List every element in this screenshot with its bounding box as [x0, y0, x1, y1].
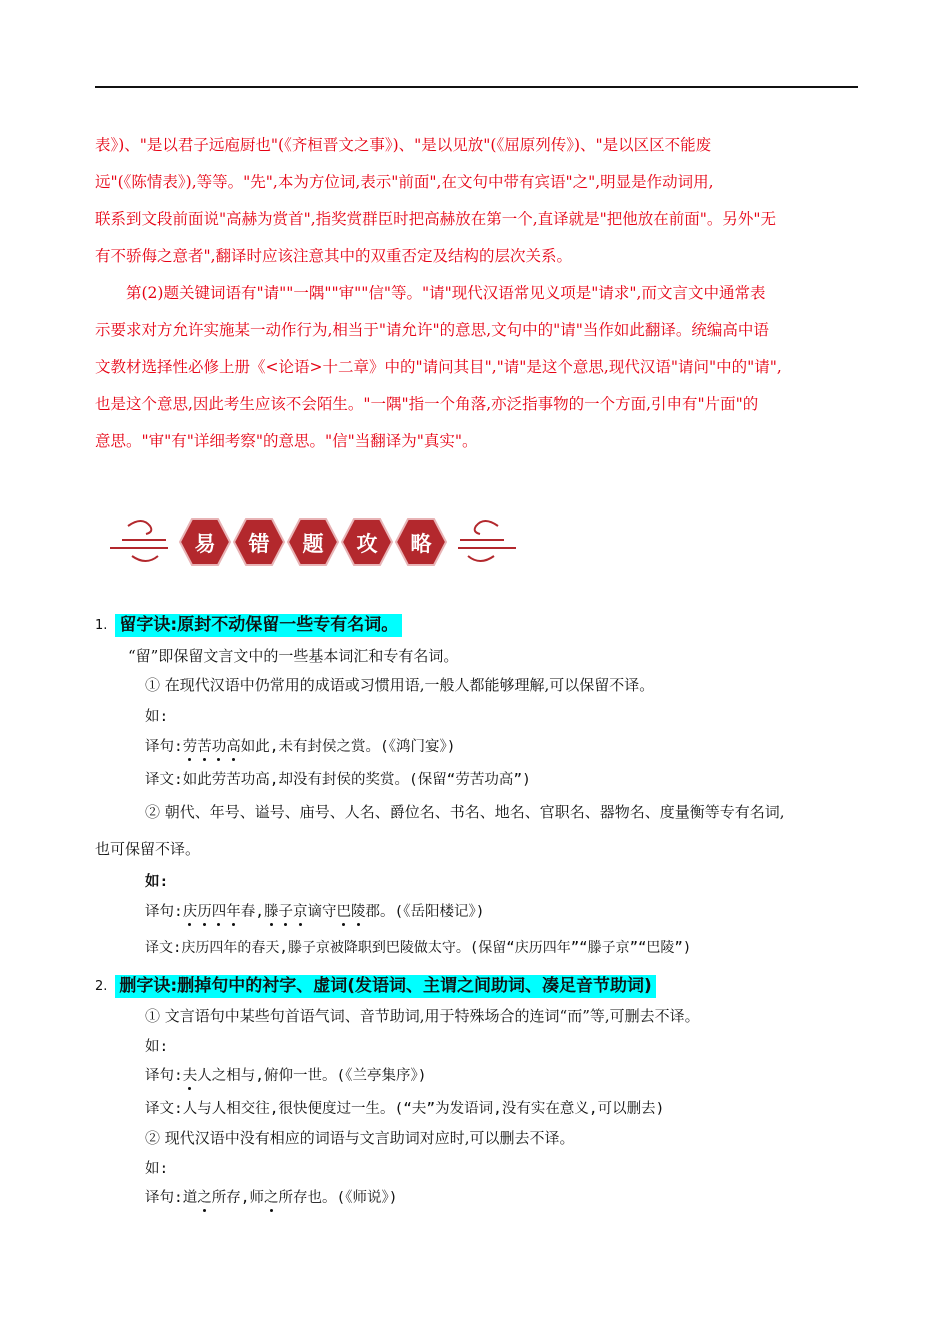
example-label: 如: — [145, 1039, 169, 1055]
example-text: 所存也。(《师说》) — [278, 1190, 398, 1206]
point-1: ① 在现代汉语中仍常用的成语或习惯用语,一般人都能够理解,可以保留不译。 — [145, 676, 655, 694]
section-heading: 留字诀:原封不动保留一些专有名词。 — [115, 614, 402, 637]
example-label: 如: — [145, 1161, 169, 1177]
example-text: 谪守 — [307, 904, 337, 920]
banner-char: 略 — [410, 532, 432, 556]
example-text: 人之相与,俯仰一世。(《兰亭集序》) — [197, 1068, 427, 1084]
explanation-line: 联系到文段前面说"高赫为赏首",指奖赏群臣时把高赫放在第一个,直译就是"把他放在前面"。另外"无 — [95, 210, 777, 228]
header-rule — [95, 86, 858, 88]
example-translation: 译文:人与人相交往,很快便度过一生。(“夫”为发语词,没有实在意义,可以删去) — [145, 1101, 665, 1117]
example-label: 如: — [145, 874, 169, 890]
dotted-char: 四 — [211, 904, 227, 920]
dotted-char: 历 — [197, 904, 212, 920]
example-sentence — [145, 1064, 426, 1085]
answer-explanation — [95, 127, 865, 460]
explanation-line: 远"(《陈情表》),等等。"先",本为方位词,表示"前面",在文句中带有宾语"之",明显是作动词用, — [95, 173, 714, 191]
example-sentence — [145, 735, 455, 756]
dotted-char: 陵 — [350, 904, 366, 920]
dotted-char: 之 — [197, 1190, 212, 1206]
point-1: ① 文言语句中某些句首语气词、音节助词,用于特殊场合的连词“而”等,可删去不译。 — [145, 1007, 700, 1025]
section-number: 2. — [95, 979, 108, 994]
point-2: ② 朝代、年号、谥号、庙号、人名、爵位名、书名、地名、官职名、器物名、度量衡等专有名词, — [145, 803, 785, 821]
point-2-continued: 也可保留不译。 — [95, 840, 201, 858]
example-label: 如: — [145, 709, 169, 725]
section-1-intro: “留”即保留文言文中的一些基本词汇和专有名词。 — [128, 647, 459, 665]
banner-char: 错 — [248, 532, 270, 556]
explanation-line: 意思。"审"有"详细考察"的意思。"信"当翻译为"真实"。 — [95, 432, 478, 450]
example-text: 如此,未有封侯之赏。(《鸿门宴》) — [240, 739, 456, 755]
example-translation: 译文:如此劳苦功高,却没有封侯的奖赏。(保留“劳苦功高”) — [145, 772, 531, 788]
dotted-char: 庆 — [182, 904, 198, 920]
explanation-line: 第(2)题关键词语有"请""一隅""审""信"等。"请"现代汉语常见义项是"请求",而文言文中通常表 — [126, 284, 766, 302]
point-2: ② 现代汉语中没有相应的词语与文言助词对应时,可以删去不译。 — [145, 1129, 575, 1147]
dotted-char: 滕 — [263, 904, 279, 920]
example-sentence — [145, 900, 484, 921]
dotted-char: 功 — [211, 739, 227, 755]
banner-char: 攻 — [356, 532, 378, 556]
example-sentence — [145, 1186, 397, 1207]
example-prefix: 译句: — [145, 739, 183, 755]
explanation-line: 也是这个意思,因此考生应该不会陌生。"一隅"指一个角落,亦泛指事物的一个方面,引申有"片面"的 — [95, 395, 759, 413]
section-number: 1. — [95, 618, 108, 633]
example-text: 道 — [182, 1190, 198, 1206]
banner-char: 题 — [302, 532, 324, 556]
error-prone-banner — [108, 512, 518, 572]
dotted-char: 劳 — [182, 739, 198, 755]
dotted-char: 巴 — [336, 904, 351, 920]
dotted-char: 夫 — [182, 1068, 198, 1084]
explanation-line: 示要求对方允许实施某一动作行为,相当于"请允许"的意思,文句中的"请"当作如此翻译。统编高中语 — [95, 321, 769, 339]
dotted-char: 京 — [292, 904, 308, 920]
section-heading: 删字诀:删掉句中的衬字、虚词(发语词、主谓之间助词、凑足音节助词) — [115, 975, 655, 998]
example-text: 所存,师 — [211, 1190, 264, 1206]
section-2-title — [95, 971, 656, 996]
example-text: 春, — [240, 904, 264, 920]
example-text: 郡。(《岳阳楼记》) — [365, 904, 485, 920]
example-translation: 译文:庆历四年的春天,滕子京被降职到巴陵做太守。(保留“庆历四年”“滕子京”“巴陵”) — [145, 940, 692, 956]
explanation-line: 文教材选择性必修上册《<论语>十二章》中的"请问其目","请"是这个意思,现代汉语"请问"中的"请", — [95, 358, 782, 376]
dotted-char: 年 — [226, 904, 241, 920]
banner-char: 易 — [194, 532, 216, 556]
explanation-line: 有不骄侮之意者",翻译时应该注意其中的双重否定及结构的层次关系。 — [95, 247, 573, 265]
dotted-char: 子 — [278, 904, 293, 920]
example-prefix: 译句: — [145, 904, 183, 920]
dotted-char: 高 — [226, 739, 241, 755]
example-prefix: 译句: — [145, 1190, 183, 1206]
explanation-line: 表》)、"是以君子远庖厨也"(《齐桓晋文之事》)、"是以见放"(《屈原列传》)、"是以区区不能废 — [95, 136, 712, 154]
dotted-char: 之 — [263, 1190, 279, 1206]
example-prefix: 译句: — [145, 1068, 183, 1084]
section-1-title — [95, 610, 402, 635]
dotted-char: 苦 — [197, 739, 212, 755]
